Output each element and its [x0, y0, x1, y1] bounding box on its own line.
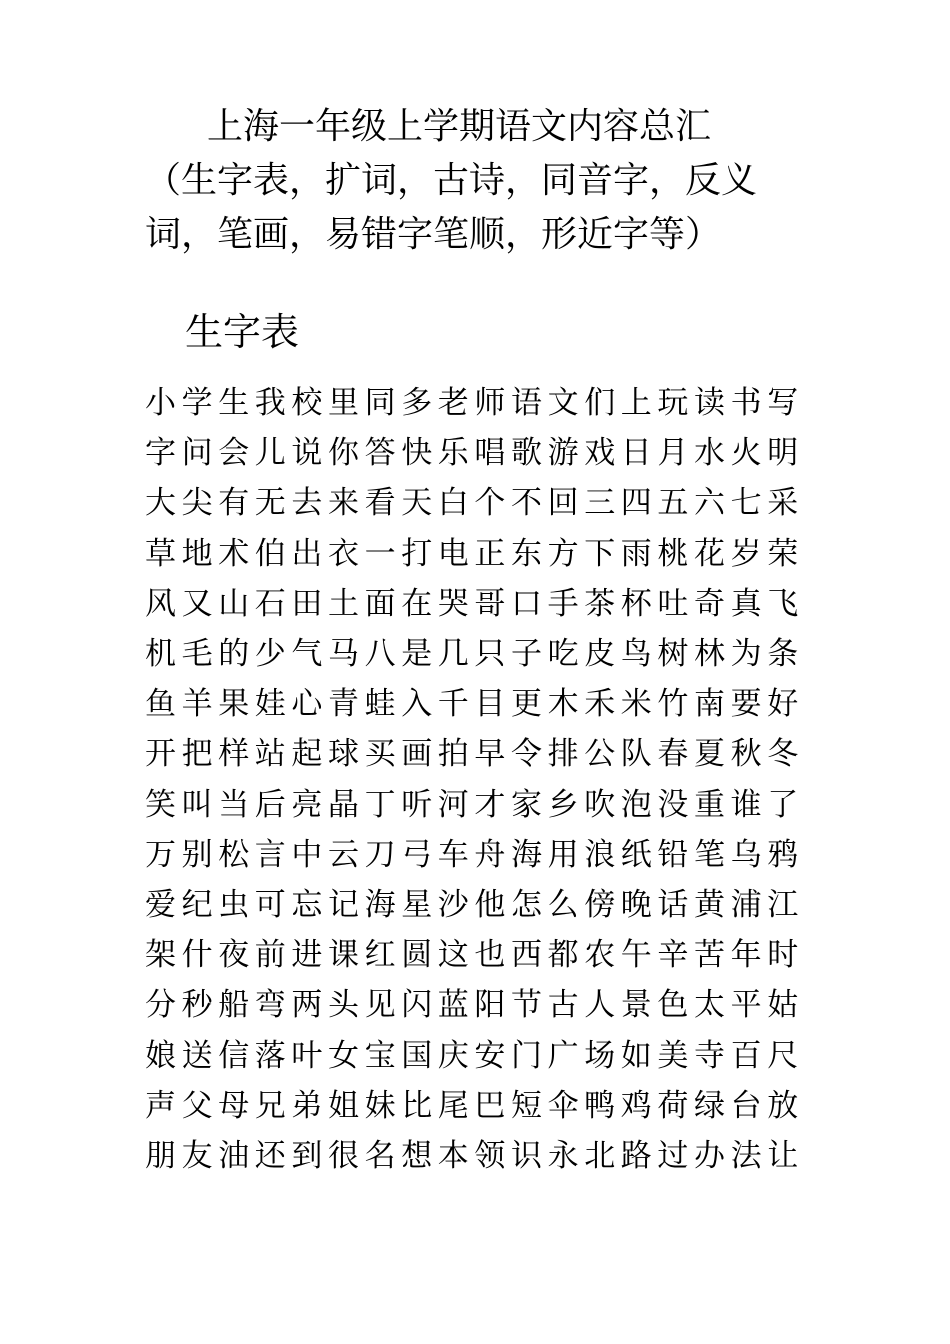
document-title	[145, 100, 825, 262]
character-row: 鱼羊果娃心青蛙入千目更木禾米竹南要好	[145, 686, 804, 723]
character-row: 笑叫当后亮晶丁听河才家乡吹泡没重谁了	[145, 786, 804, 823]
character-row: 声父母兄弟姐妹比尾巴短伞鸭鸡荷绿台放	[145, 1087, 804, 1124]
character-row: 爱纪虫可忘记海星沙他怎么傍晚话黄浦江	[145, 887, 804, 924]
character-row: 架什夜前进课红圆这也西都农午辛苦年时	[145, 937, 804, 974]
character-row: 草地术伯出衣一打电正东方下雨桃花岁荣	[145, 535, 804, 572]
character-row: 娘送信落叶女宝国庆安门广场如美寺百尺	[145, 1037, 804, 1074]
title-line-1: 上海一年级上学期语文内容总汇	[207, 106, 712, 147]
character-row: 风又山石田土面在哭哥口手茶杯吐奇真飞	[145, 585, 804, 622]
character-row: 字问会儿说你答快乐唱歌游戏日月水火明	[145, 435, 804, 472]
title-line-3: 词，笔画，易错字笔顺，形近字等）	[145, 214, 722, 255]
character-row: 小学生我校里同多老师语文们上玩读书写	[145, 385, 804, 421]
character-row: 开把样站起球买画拍早令排公队春夏秋冬	[145, 736, 804, 773]
title-line-2: （生字表，扩词，古诗，同音字，反义	[145, 160, 758, 201]
character-row: 大尖有无去来看天白个不回三四五六七采	[145, 485, 804, 522]
section-heading: 生字表	[185, 310, 300, 354]
character-row: 机毛的少气马八是几只子吃皮鸟树林为条	[145, 636, 804, 673]
character-row: 分秒船弯两头见闪蓝阳节古人景色太平姑	[145, 987, 804, 1024]
character-row: 万别松言中云刀弓车舟海用浪纸铅笔乌鸦	[145, 836, 804, 873]
character-table	[145, 378, 825, 1181]
character-row: 朋友油还到很名想本领识永北路过办法让	[145, 1138, 804, 1175]
